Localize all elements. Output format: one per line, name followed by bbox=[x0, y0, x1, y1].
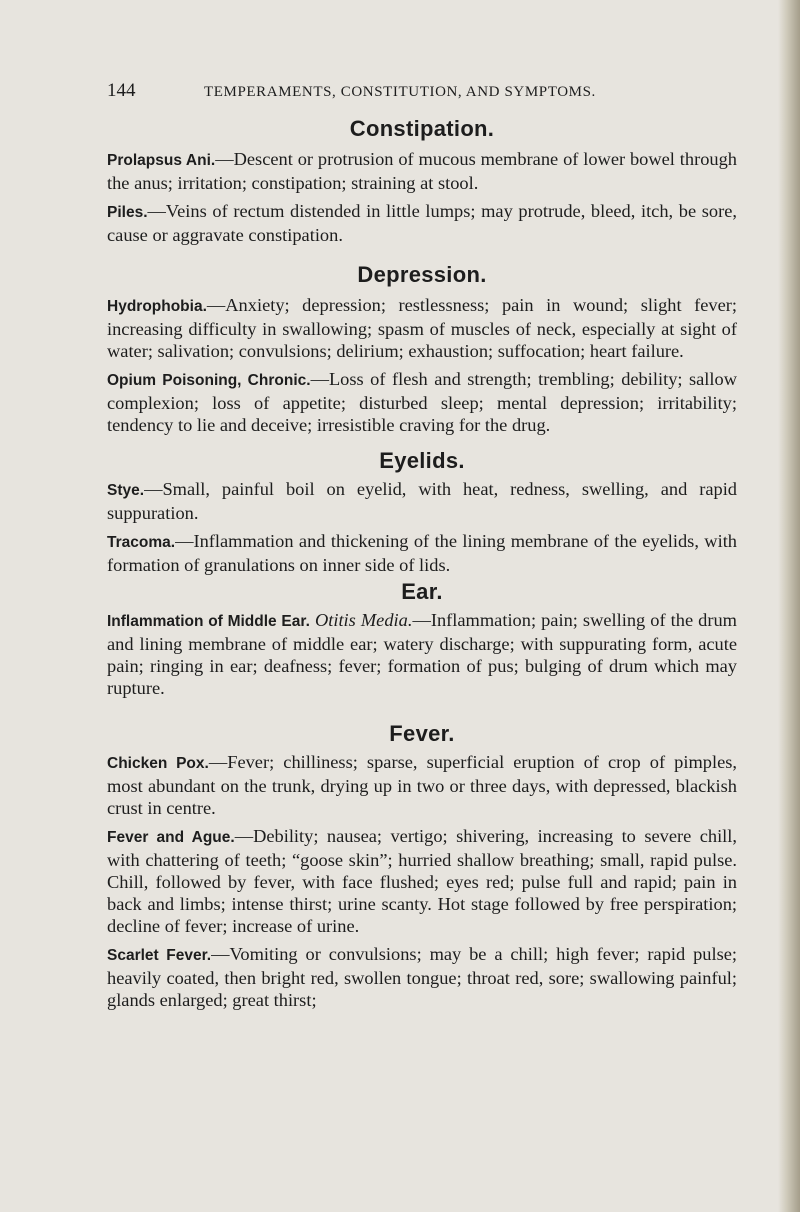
section-heading-ear: Ear. bbox=[401, 579, 443, 604]
entry-fever-and-ague bbox=[107, 825, 737, 937]
entry-text: Loss of flesh and strength; trembling; debility; sallow complexion; loss of appetite; disturbed sleep; mental depression; irritability; tendency to lie and deceive; irresistible craving for the drug. bbox=[107, 369, 737, 435]
section-heading-eyelids: Eyelids. bbox=[379, 448, 465, 473]
entry-term: Prolapsus Ani. bbox=[107, 152, 216, 169]
entry-term: Fever and Ague. bbox=[107, 829, 235, 846]
entry-term: Tracoma. bbox=[107, 534, 176, 551]
entry-term: Scarlet Fever. bbox=[107, 947, 212, 964]
entry-text: Inflammation; pain; swelling of the drum and lining membrane of middle ear; watery discharge; with suppurating form, acute pain; ringing in ear; deafness; fever; formation of pus; bulging of drum which may rupture. bbox=[107, 610, 737, 698]
entry-scarlet-fever bbox=[107, 943, 737, 1011]
page-number: 144 bbox=[107, 80, 136, 101]
entry-text: Inflammation and thickening of the lining membrane of the eyelids, with formation of granulations on inner side of lids. bbox=[107, 531, 737, 575]
page-edge-shadow bbox=[778, 0, 800, 1212]
entry-chicken-pox bbox=[107, 751, 737, 819]
entry-prolapsus-ani bbox=[107, 148, 737, 194]
book-page bbox=[107, 80, 737, 1011]
entry-text: Descent or protrusion of mucous membrane of lower bowel through the anus; irritation; constipation; straining at stool. bbox=[107, 149, 737, 193]
entry-text: Debility; nausea; vertigo; shivering, increasing to severe chill, with chattering of teeth; “goose skin”; hurried shallow breathing; small, rapid pulse. Chill, followed by fever, with face flushed; eyes red; pulse full and rapid; pain in back and limbs; intense thirst; urine scanty. Hot stage followed by free perspiration; decline of fever; increase of urine. bbox=[107, 826, 737, 936]
entry-latin-name: Otitis Media. bbox=[314, 610, 413, 630]
entry-text: Fever; chilliness; sparse, superficial eruption of crop of pimples, most abundant on the trunk, drying up in two or three days, with depressed, blackish crust in centre. bbox=[107, 752, 737, 818]
entry-piles bbox=[107, 200, 737, 246]
entry-stye bbox=[107, 478, 737, 524]
entry-term: Inflammation of Middle Ear. bbox=[107, 613, 310, 630]
section-heading-constipation: Constipation. bbox=[349, 116, 495, 141]
entry-term: Hydrophobia. bbox=[107, 298, 207, 315]
entry-term: Opium Poisoning, Chronic. bbox=[107, 372, 311, 389]
entry-text: Vomiting or convulsions; may be a chill; high fever; rapid pulse; heavily coated, then bright red, swollen tongue; throat red, sore; swallowing painful; glands enlarged; great thirst; bbox=[107, 944, 737, 1010]
running-title: TEMPERAMENTS, CONSTITUTION, AND SYMPTOMS. bbox=[204, 84, 596, 100]
entry-opium-poisoning bbox=[107, 368, 737, 436]
section-heading-fever: Fever. bbox=[389, 721, 455, 746]
entry-term: Piles. bbox=[107, 204, 148, 221]
entry-text: Anxiety; depression; restlessness; pain in wound; slight fever; increasing difficulty in swallowing; spasm of muscles of neck, especially at sight of water; salivation; convulsions; delirium; exhaustion; suffocation; heart failure. bbox=[107, 295, 737, 361]
entry-tracoma bbox=[107, 530, 737, 576]
section-heading-depression: Depression. bbox=[357, 262, 487, 287]
entry-text: Small, painful boil on eyelid, with heat, redness, swelling, and rapid suppuration. bbox=[107, 479, 737, 523]
entry-inflammation-middle-ear bbox=[107, 609, 737, 699]
entry-term: Stye. bbox=[107, 482, 145, 499]
entry-term: Chicken Pox. bbox=[107, 755, 209, 772]
entry-hydrophobia bbox=[107, 294, 737, 362]
running-head bbox=[107, 80, 737, 108]
entry-text: Veins of rectum distended in little lumps; may protrude, bleed, itch, be sore, cause or aggravate constipation. bbox=[107, 201, 737, 245]
